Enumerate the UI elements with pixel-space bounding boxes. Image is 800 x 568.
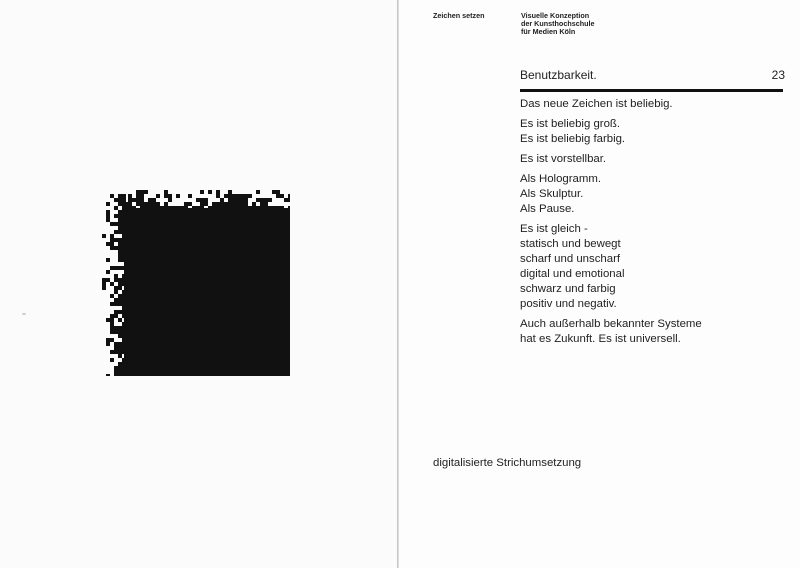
paragraph (520, 222, 782, 312)
text-line: Es ist beliebig farbig. (520, 133, 626, 145)
text-line: Als Pause. (520, 203, 575, 215)
text-line: Es ist beliebig groß. (520, 118, 621, 130)
body-text (520, 97, 782, 352)
text-line: Es ist vorstellbar. (520, 153, 607, 165)
paper-speck (22, 313, 26, 315)
heading-rule (520, 89, 783, 92)
text-line: scharf und unscharf (520, 253, 621, 265)
paragraph (520, 97, 782, 112)
text-line: Als Hologramm. (520, 173, 602, 185)
paragraph (520, 317, 782, 347)
header-line: der Kunsthochschule (521, 19, 595, 28)
text-line: digital und emotional (520, 268, 625, 280)
running-header-institution (521, 12, 594, 36)
paragraph (520, 152, 782, 167)
header-line: für Medien Köln (521, 27, 576, 36)
running-header-title: Zeichen setzen (433, 11, 485, 20)
text-line: schwarz und farbig (520, 283, 616, 295)
digitized-pixel-square (102, 190, 290, 376)
paragraph (520, 117, 782, 147)
text-line: Als Skulptur. (520, 188, 584, 200)
text-line: positiv und negativ. (520, 298, 617, 310)
page-number: 23 (771, 68, 785, 82)
text-line: Das neue Zeichen ist beliebig. (520, 98, 673, 110)
section-title: Benutzbarkeit. (520, 68, 597, 82)
header-line: Visuelle Konzeption (521, 11, 590, 20)
paragraph (520, 172, 782, 217)
text-line: hat es Zukunft. Es ist universell. (520, 333, 681, 345)
text-line: statisch und bewegt (520, 238, 621, 250)
figure-caption: digitalisierte Strichumsetzung (433, 457, 582, 469)
text-line: Auch außerhalb bekannter Systeme (520, 318, 702, 330)
text-line: Es ist gleich - (520, 223, 588, 235)
left-page (0, 0, 397, 568)
